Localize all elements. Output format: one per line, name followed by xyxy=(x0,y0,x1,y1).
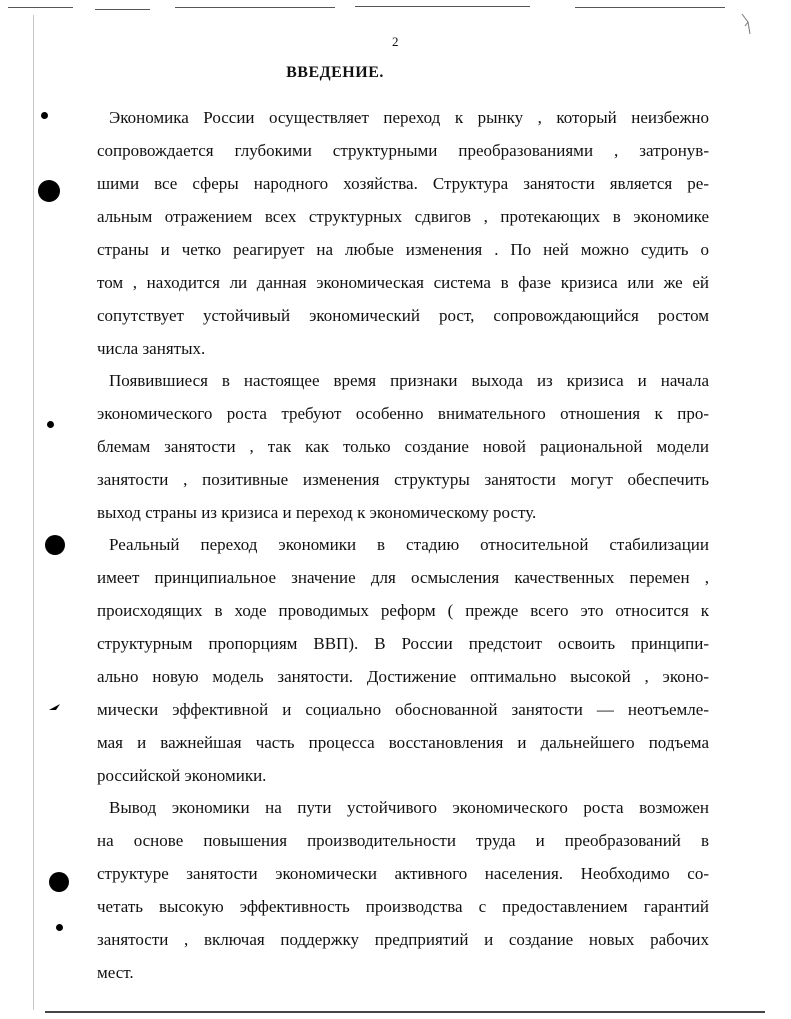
text-line: мая и важнейшая часть процесса восстановления и дальнейшего подъема xyxy=(97,733,709,752)
binding-hole xyxy=(38,180,60,202)
text-line: Появившиеся в настоящее время признаки выхода из кризиса и начала xyxy=(109,371,709,390)
text-line: четать высокую эффективность производства с предоставлением гарантий xyxy=(97,897,709,916)
text-line: страны и четко реагирует на любые изменения . По ней можно судить о xyxy=(97,240,709,259)
scan-left-border xyxy=(33,15,34,1010)
binding-hole xyxy=(49,872,69,892)
text-line: сопровождается глубокими структурными преобразованиями , затронув- xyxy=(97,141,709,160)
text-line: на основе повышения производительности труда и преобразований в xyxy=(97,831,709,850)
text-line: Экономика России осуществляет переход к рынку , который неизбежно xyxy=(109,108,709,127)
text-line: экономического роста требуют особенно внимательного отношения к про- xyxy=(97,404,709,423)
text-line: происходящих в ходе проводимых реформ ( прежде всего это относится к xyxy=(97,601,709,620)
text-line: блемам занятости , так как только создание новой рациональной модели xyxy=(97,437,709,456)
scan-corner-mark xyxy=(740,12,756,36)
scan-top-edge xyxy=(0,0,791,14)
text-line: ально новую модель занятости. Достижение оптимально высокой , эконо- xyxy=(97,667,709,686)
scan-bottom-edge xyxy=(45,1011,765,1013)
text-line: Вывод экономики на пути устойчивого экономического роста возможен xyxy=(109,798,709,817)
text-line: структуре занятости экономически активного населения. Необходимо со- xyxy=(97,864,709,883)
text-line: мест. xyxy=(97,963,134,982)
text-line: шими все сферы народного хозяйства. Структура занятости является ре- xyxy=(97,174,709,193)
text-line: альным отражением всех структурных сдвигов , протекающих в экономике xyxy=(97,207,709,226)
binding-dot-small xyxy=(47,421,54,428)
binding-dot-small xyxy=(41,112,48,119)
text-line: занятости , включая поддержку предприятий и создание новых рабочих xyxy=(97,930,709,949)
text-line: мически эффективной и социально обоснованной занятости — неотъемле- xyxy=(97,700,709,719)
page-number: 2 xyxy=(392,34,399,49)
text-line: числа занятых. xyxy=(97,339,206,358)
binding-dot-small xyxy=(56,924,63,931)
text-line: Реальный переход экономики в стадию относительной стабилизации xyxy=(109,535,709,554)
margin-arrow-mark xyxy=(48,702,62,712)
text-line: занятости , позитивные изменения структуры занятости могут обеспечить xyxy=(97,470,709,489)
text-line: имеет принципиальное значение для осмысления качественных перемен , xyxy=(97,568,709,587)
text-line: выход страны из кризиса и переход к экономическому росту. xyxy=(97,503,537,522)
text-line: структурным пропорциям ВВП). В России предстоит освоить принципи- xyxy=(97,634,709,653)
page-title: ВВЕДЕНИЕ. xyxy=(286,64,384,81)
text-line: том , находится ли данная экономическая система в фазе кризиса или же ей xyxy=(97,273,709,292)
binding-hole xyxy=(45,535,65,555)
text-line: российской экономики. xyxy=(97,766,267,785)
text-line: сопутствует устойчивый экономический рост, сопровождающийся ростом xyxy=(97,306,709,325)
